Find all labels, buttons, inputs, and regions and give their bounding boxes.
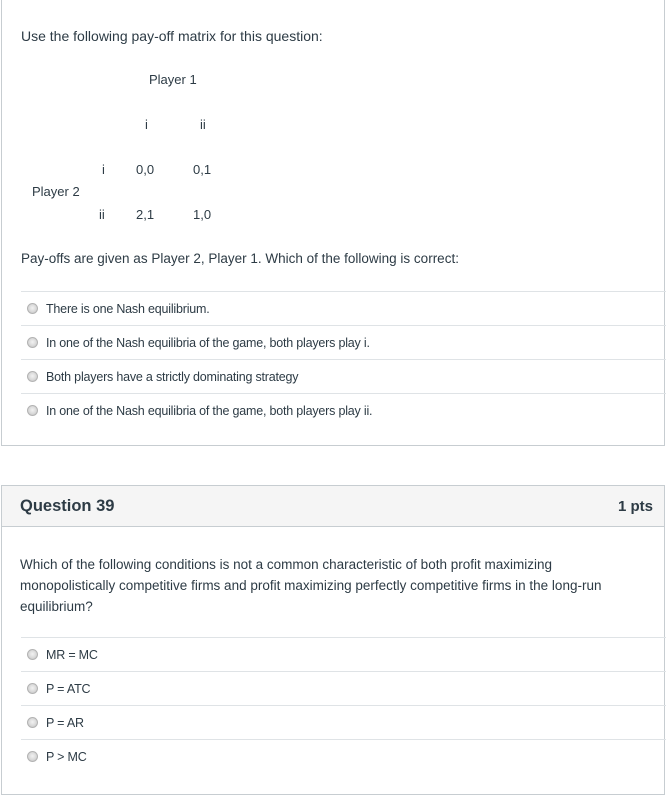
answer-option[interactable] [21,671,666,705]
radio-button[interactable] [27,649,38,660]
answer-label: MR = MC [46,647,98,662]
matrix-cell: 0,0 [136,162,155,177]
matrix-col-header-ii: ii [200,117,206,132]
answer-option[interactable] [21,393,666,427]
question-header [2,486,664,527]
matrix-cell: 2,1 [136,207,155,222]
answer-option[interactable] [21,637,666,671]
answer-list [21,637,666,773]
question-points: 1 pts [617,498,653,515]
answer-option[interactable] [21,739,666,773]
radio-button[interactable] [27,303,38,314]
answer-label: P > MC [46,749,87,764]
radio-button[interactable] [27,405,38,416]
matrix-row-header-i: i [102,162,105,177]
answer-option[interactable] [21,359,666,393]
question-intro: Use the following pay-off matrix for this question: [21,28,323,44]
answer-label: P = ATC [46,681,91,696]
radio-button[interactable] [27,717,38,728]
radio-button[interactable] [27,371,38,382]
answer-label: In one of the Nash equilibria of the game, both players play ii. [46,403,373,418]
question-title: Question 39 [20,497,115,515]
matrix-row-header-ii: ii [99,207,105,222]
answer-list [21,291,666,427]
question-38-card [1,0,665,446]
answer-label: In one of the Nash equilibria of the game, both players play i. [46,335,370,350]
matrix-col-header-i: i [145,117,148,132]
answer-option[interactable] [21,291,666,325]
question-prompt: Pay-offs are given as Player 2, Player 1. Which of the following is correct: [21,251,459,266]
matrix-col-player-label: Player 1 [149,72,197,87]
answer-option[interactable] [21,325,666,359]
radio-button[interactable] [27,337,38,348]
matrix-cell: 1,0 [193,207,212,222]
answer-label: Both players have a strictly dominating strategy [46,369,299,384]
answer-label: P = AR [46,715,84,730]
matrix-row-player-label: Player 2 [32,184,80,199]
matrix-cell: 0,1 [193,162,212,177]
question-39-card [1,485,665,795]
radio-button[interactable] [27,683,38,694]
question-text: Which of the following conditions is not a common characteristic of both profit maximizing monopolistically competitive firms and profit maximizing perfectly competitive firms in the long-run equilibrium? [20,557,602,614]
answer-option[interactable] [21,705,666,739]
answer-label: There is one Nash equilibrium. [46,301,210,316]
radio-button[interactable] [27,751,38,762]
